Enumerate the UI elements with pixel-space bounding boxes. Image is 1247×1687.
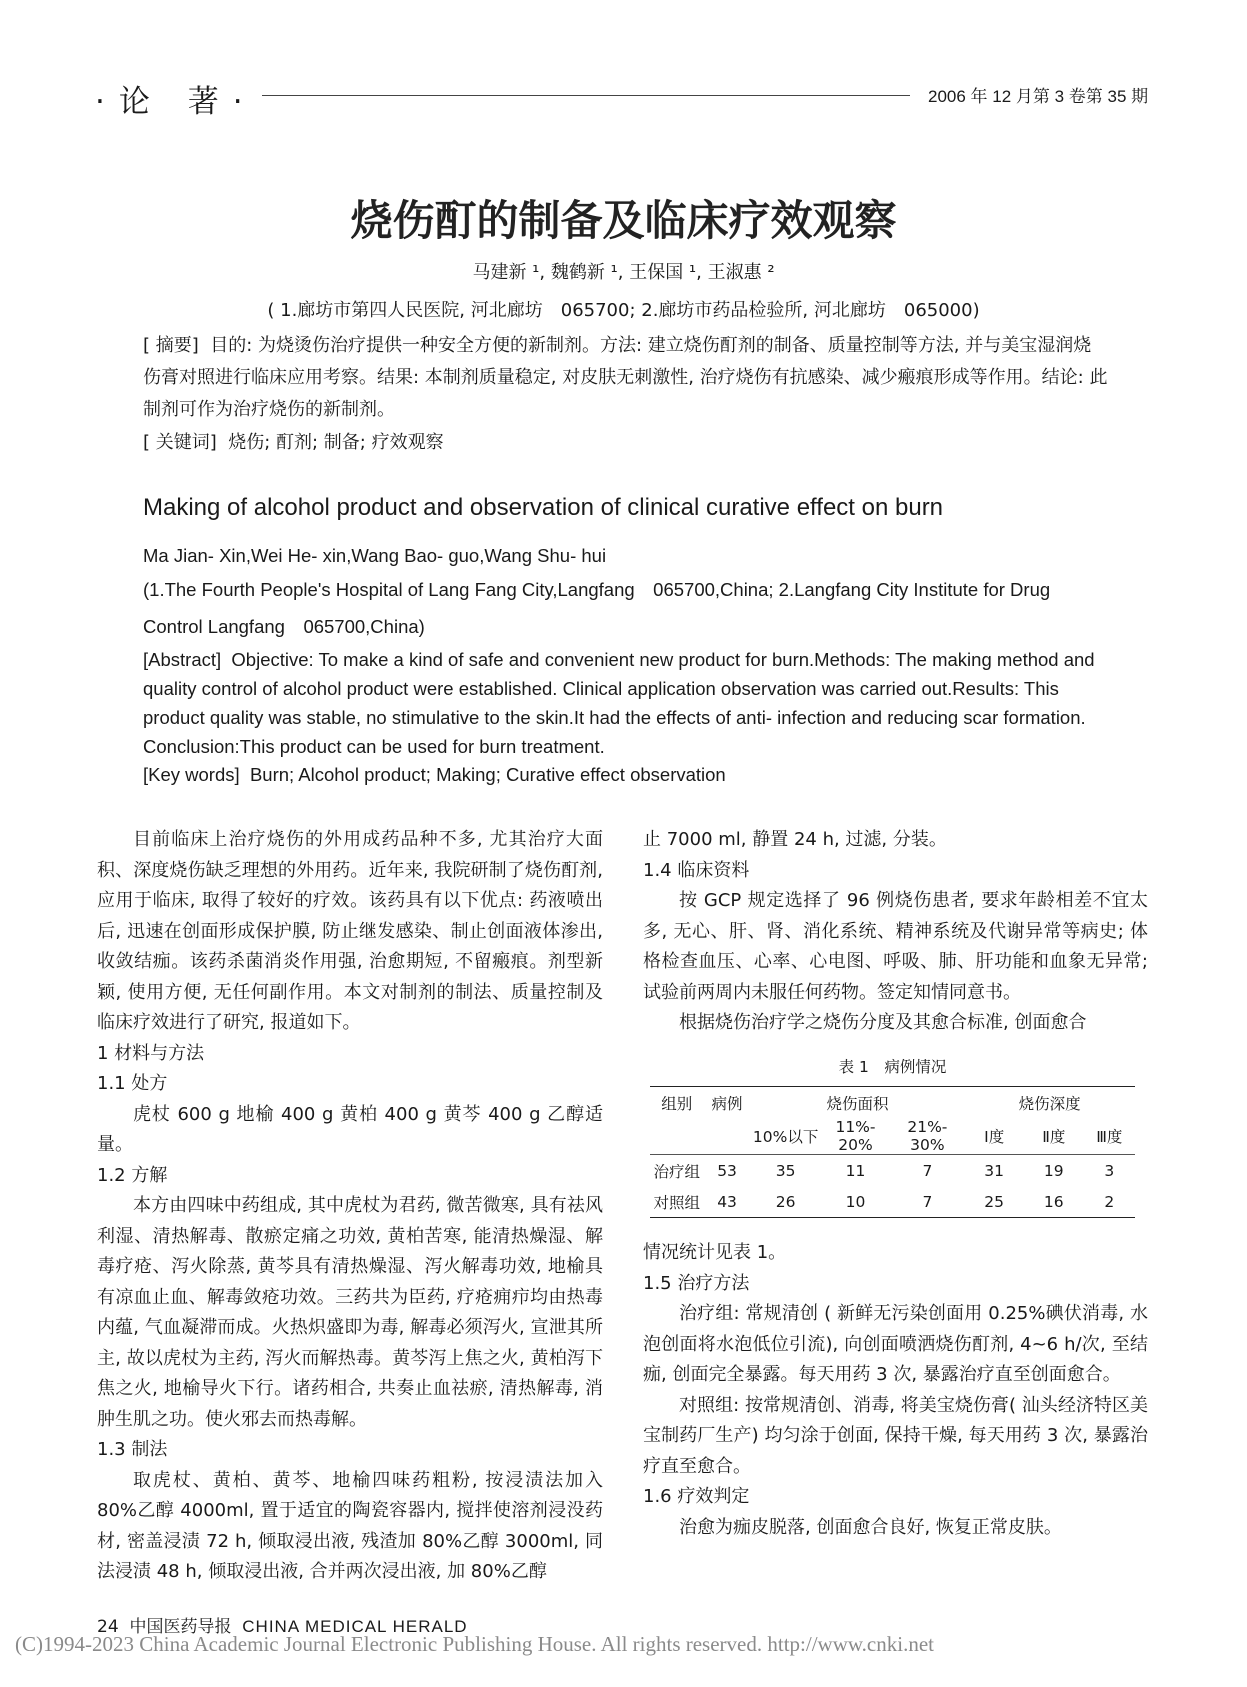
cell-value: 26 — [751, 1186, 821, 1218]
subsection-heading: 1.4 临床资料 — [643, 859, 750, 881]
abstract-text: 目的: 为烧烫伤治疗提供一种安全方便的新制剂。方法: 建立烧伤酊剂的制备、质量控制等方法, 并与美宝湿润烧伤膏对照进行临床应用考察。结果: 本制剂质量稳定, 对皮肤无刺激性, 治疗烧伤有抗感染、减少瘢痕形成等作用。结论: 此制剂可作为治疗烧伤的新制剂。 — [143, 335, 1108, 420]
section-heading: 1 材料与方法 — [97, 1042, 205, 1064]
cell-value: 7 — [890, 1186, 964, 1218]
cell-cases: 53 — [717, 1161, 737, 1180]
journal-name-cn: 中国医药导报 — [129, 1617, 232, 1637]
th-depth-3: Ⅲ度 — [1084, 1118, 1135, 1155]
cell-value: 10 — [821, 1186, 891, 1218]
cell-cases: 43 — [703, 1186, 750, 1218]
table-caption: 表 1 病例情况 — [838, 1058, 947, 1076]
english-affiliations: (1.The Fourth People's Hospital of Lang Fang City,Langfang 065700,China; 2.Langfang City Institute for Drug Control Langfang 065700,China) — [143, 579, 1051, 637]
subsection-heading: 1.1 处方 — [97, 1073, 168, 1094]
affiliations: ( 1.廊坊市第四人民医院, 河北廊坊 065700; 2.廊坊市药品检验所, 河北廊坊 065000) — [267, 300, 980, 321]
header-rule — [262, 95, 910, 96]
keywords-label: [ 关键词] — [143, 432, 217, 453]
english-abstract-label: [Abstract] — [143, 649, 222, 670]
english-title: Making of alcohol product and observation of clinical curative effect on burn — [143, 494, 944, 521]
cell-value: 2 — [1084, 1186, 1135, 1218]
cell-group: 治疗组 — [653, 1162, 700, 1181]
treatment-group-paragraph: 治疗组: 常规清创 ( 新鲜无污染创面用 0.25%碘伏消毒, 水泡创面将水泡低位引流), 向创面喷洒烧伤酊剂, 4~6 h/次, 至结痂, 创面完全暴露。每天用药 3 次, 暴露治疗直至创面愈合。 — [643, 1303, 1148, 1385]
cell-value: 3 — [1104, 1161, 1115, 1180]
english-abstract-text: Objective: To make a kind of safe and convenient new product for burn.Methods: The making method and quality control of alcohol product were established. Clinical application observation was carried out.Results: This product quality was stable, no stimulative to the skin.It had the effects of anti- infection and reducing scar formation. Conclusion:This product can be used for burn treatment. — [143, 649, 1095, 757]
preparation-paragraph: 取虎杖、黄柏、黄芩、地榆四味药粗粉, 按浸渍法加入 80%乙醇 4000ml, 置于适宜的陶瓷容器内, 搅拌使溶剂浸没药材, 密盖浸渍 72 h, 倾取浸出液, 残渣加 80%乙醇 3000ml, 同法浸渍 48 h, 倾取浸出液, 合并两次浸出液, 加 80%乙醇 — [97, 1469, 603, 1582]
cell-value: 19 — [1043, 1161, 1064, 1180]
control-group-paragraph: 对照组: 按常规清创、消毒, 将美宝烧伤膏( 汕头经济特区美宝制药厂生产) 均匀涂于创面, 保持干燥, 每天用药 3 次, 暴露治疗直至愈合。 — [643, 1394, 1148, 1477]
keywords-cn — [143, 427, 1108, 459]
cell-value: 11 — [845, 1161, 866, 1180]
cell-value: 16 — [1024, 1186, 1084, 1218]
clinical-data-paragraph-2: 根据烧伤治疗学之烧伤分度及其愈合标准, 创面愈合 — [679, 1012, 1087, 1033]
english-keywords-text: Burn; Alcohol product; Making; Curative effect observation — [249, 764, 726, 785]
th-depth-1: Ⅰ度 — [964, 1118, 1024, 1155]
th-area-3: 21%- 30% — [890, 1118, 964, 1155]
continued-paragraph: 止 7000 ml, 静置 24 h, 过滤, 分装。 — [643, 829, 947, 850]
cell-value: 35 — [775, 1161, 796, 1180]
body-left-column — [97, 825, 603, 1588]
body-right-column-bottom — [643, 1238, 1148, 1543]
th-cases: 病例 — [703, 1087, 750, 1119]
cell-value: 31 — [984, 1161, 1005, 1180]
issue-info: 2006 年 12 月第 3 卷第 35 期 — [928, 87, 1149, 106]
subsection-heading: 1.2 方解 — [97, 1164, 168, 1186]
th-area-2: 11%- 20% — [821, 1118, 891, 1155]
subsection-heading: 1.3 制法 — [97, 1439, 168, 1460]
keywords-text: 烧伤; 酊剂; 制备; 疗效观察 — [228, 432, 444, 453]
th-area-1: 10%以下 — [751, 1118, 821, 1155]
th-group: 组别 — [650, 1087, 703, 1119]
copyright-watermark: (C)1994-2023 China Academic Journal Electronic Publishing House. All rights reserved. http://www.cnki.net — [15, 1632, 934, 1656]
section-tag: ·论 著· — [95, 84, 257, 120]
subsection-heading: 1.6 疗效判定 — [643, 1486, 750, 1507]
formula-paragraph: 本方由四味中药组成, 其中虎杖为君药, 微苦微寒, 具有祛风利湿、清热解毒、散瘀定痛之功效, 黄柏苦寒, 能清热燥湿、解毒疗疮、泻火除蒸, 黄芩具有清热燥湿、泻火解毒功效, 地榆具有凉血止血、解毒敛疮功效。三药共为臣药, 疗疮痈疖均由热毒内蕴, 气血凝滞而成。火热炽盛即为毒, 解毒必须泻火, 宣泄其所主, 故以虎杖为主药, 泻火而解热毒。黄芩泻上焦之火, 黄柏泻下焦之火, 地榆导火下行。诸药相合, 共奏止血祛瘀, 清热解毒, 消肿生肌之功。使火邪去而热毒解。 — [97, 1195, 603, 1430]
cell-value: 25 — [964, 1186, 1024, 1218]
table-row — [650, 1186, 1135, 1218]
table-reference-paragraph: 情况统计见表 1。 — [643, 1242, 787, 1263]
clinical-data-paragraph: 按 GCP 规定选择了 96 例烧伤患者, 要求年龄相差不宜太多, 无心、肝、肾、消化系统、精神系统及代谢异常等病史; 体格检查血压、心率、心电图、呼吸、肺、肝功能和血象无异常; 试验前两周内未服任何药物。签定知情同意书。 — [643, 890, 1148, 1003]
article-title: 烧伤酊的制备及临床疗效观察 — [350, 196, 897, 245]
th-depth-2: Ⅱ度 — [1024, 1118, 1084, 1155]
th-area: 烧伤面积 — [751, 1087, 965, 1119]
case-table — [650, 1086, 1135, 1218]
cell-value: 7 — [922, 1161, 933, 1180]
efficacy-paragraph: 治愈为痂皮脱落, 创面愈合良好, 恢复正常皮肤。 — [679, 1516, 1062, 1538]
prescription-paragraph: 虎杖 600 g 地榆 400 g 黄柏 400 g 黄芩 400 g 乙醇适量。 — [97, 1103, 603, 1155]
abstract-cn — [143, 330, 1108, 426]
cell-group: 对照组 — [650, 1186, 703, 1218]
th-depth: 烧伤深度 — [964, 1087, 1135, 1119]
table-1 — [650, 1055, 1135, 1218]
intro-paragraph: 目前临床上治疗烧伤的外用成药品种不多, 尤其治疗大面积、深度烧伤缺乏理想的外用药。近年来, 我院研制了烧伤酊剂, 应用于临床, 取得了较好的疗效。该药具有以下优点: 药液喷出后, 迅速在创面形成保护膜, 防止继发感染、制止创面液体渗出, 收敛结痂。该药杀菌消炎作用强, 治愈期短, 不留瘢痕。剂型新颖, 使用方便, 无任何副作用。本文对制剂的制法、质量控制及临床疗效进行了研究, 报道如下。 — [97, 829, 603, 1033]
page-number: 24 — [97, 1617, 119, 1637]
body-right-column-top — [643, 825, 1148, 1039]
english-abstract — [143, 645, 1108, 761]
english-keywords — [143, 760, 1108, 789]
subsection-heading: 1.5 治疗方法 — [643, 1272, 750, 1294]
table-row — [650, 1155, 1135, 1187]
abstract-label: [ 摘要] — [143, 335, 199, 356]
journal-name-en: CHINA MEDICAL HERALD — [242, 1617, 468, 1636]
authors: 马建新 ¹, 魏鹤新 ¹, 王保国 ¹, 王淑惠 ² — [472, 262, 775, 283]
english-authors: Ma Jian- Xin,Wei He- xin,Wang Bao- guo,Wang Shu- hui — [143, 545, 607, 566]
english-keywords-label: [Key words] — [143, 764, 240, 785]
